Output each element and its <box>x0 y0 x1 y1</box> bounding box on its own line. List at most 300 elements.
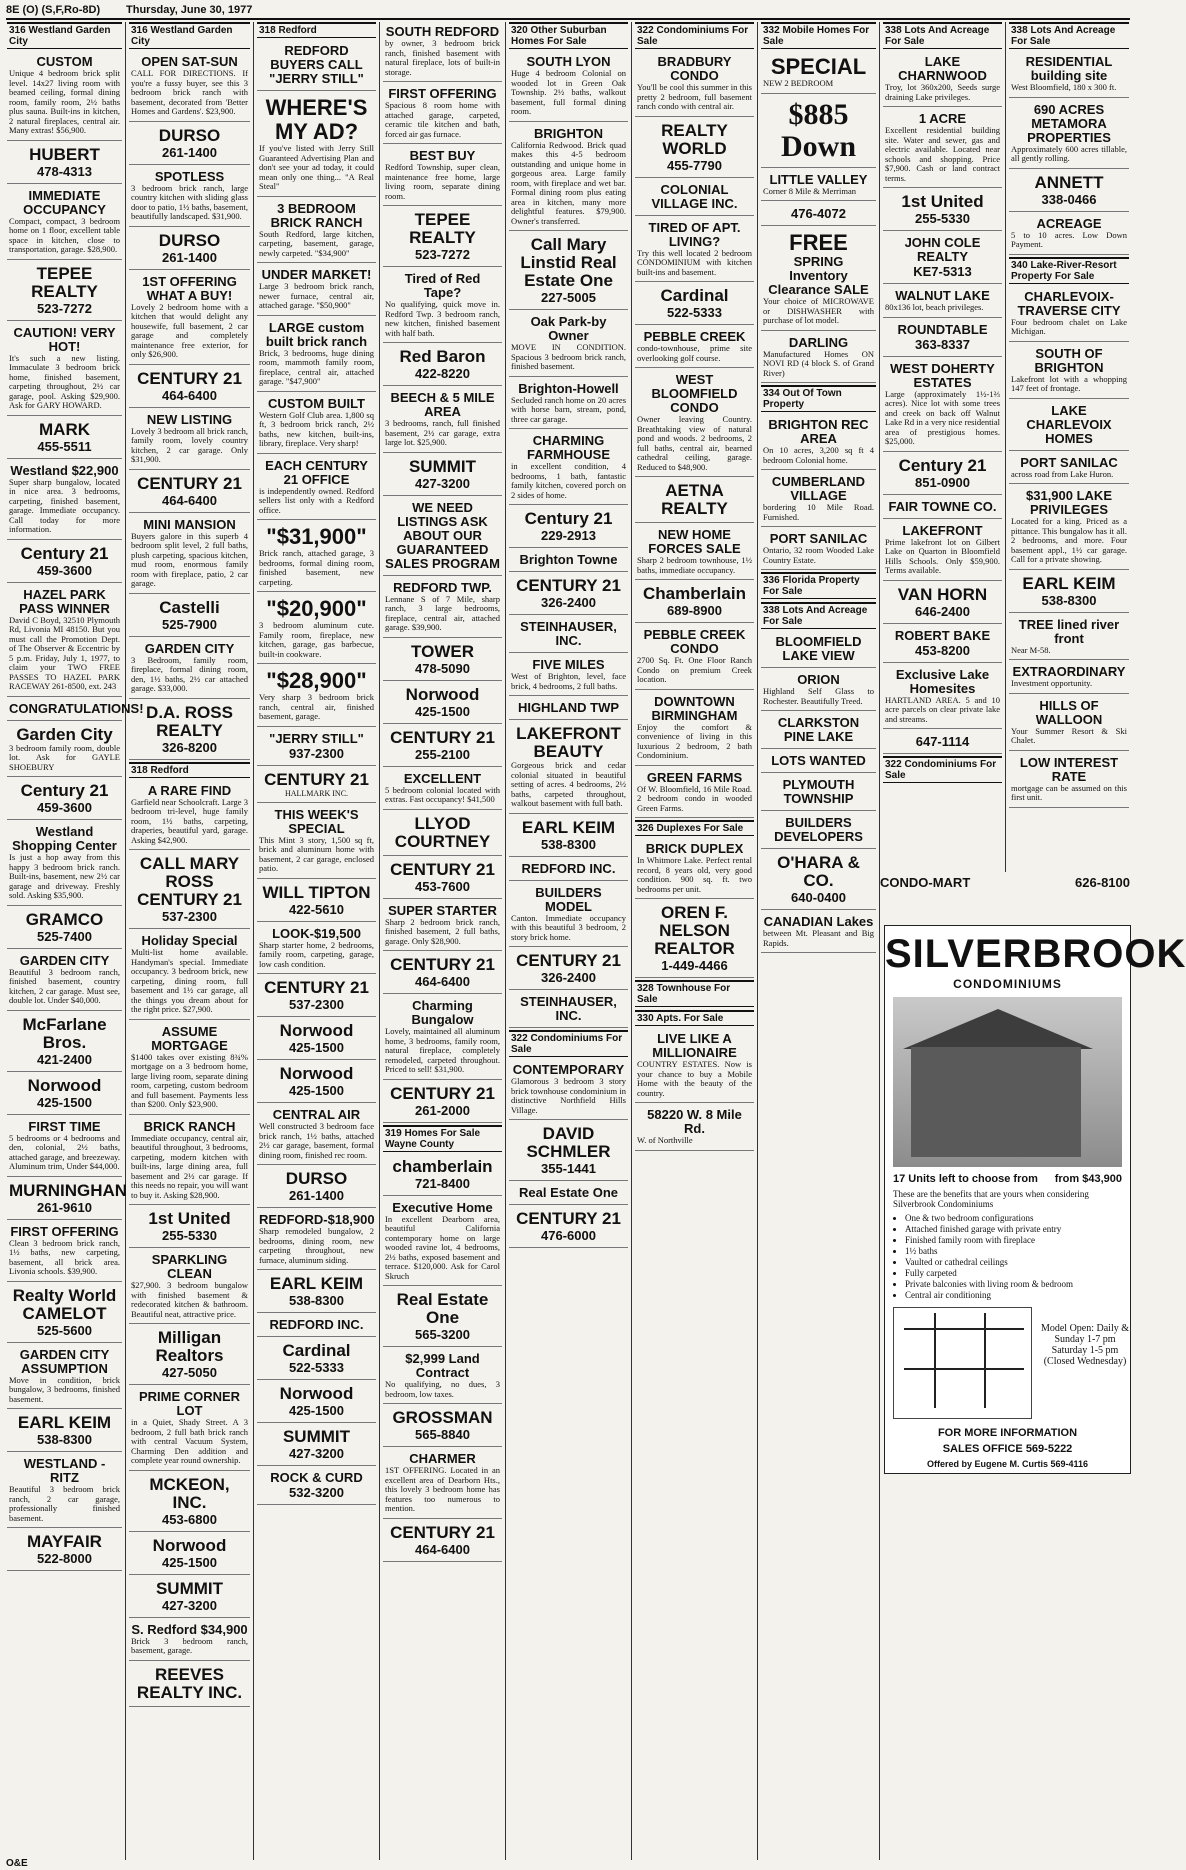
ad-body: This Mint 3 story, 1,500 sq ft, brick and aluminum home with basement, 2 car garage, enclosed patio. <box>259 834 374 873</box>
classified-ad <box>635 582 754 623</box>
ad-broker-name: MARK <box>39 419 90 439</box>
classified-ad <box>129 596 250 637</box>
section-heading: 338 Lots And Acreage For Sale <box>761 602 876 629</box>
ad-broker-name: Norwood <box>279 1064 354 1083</box>
ad-broker-name: EARL KEIM <box>521 817 616 837</box>
ad-broker-name: EARL KEIM <box>17 1413 112 1432</box>
classified-ad <box>257 1315 376 1337</box>
section-heading: 338 Lots And Acreage For Sale <box>883 22 1002 49</box>
ad-body: Very sharp 3 bedroom brick ranch, central air, finished basement, garage. <box>259 692 374 721</box>
ad-broker-name: O'HARA & CO. <box>777 853 860 890</box>
ad-broker-name: CENTURY 21 <box>264 978 369 997</box>
classified-ad <box>383 1449 502 1519</box>
classified-ad <box>509 883 628 948</box>
classified-ad <box>383 1521 502 1562</box>
ad-phone: 522-8000 <box>37 1551 92 1566</box>
classified-ad <box>7 186 122 260</box>
ad-broker-name: CENTURY 21 <box>390 1083 495 1103</box>
classified-ad <box>7 1179 128 1220</box>
classified-ad <box>761 228 876 331</box>
ad-headline: CHARMER <box>409 1451 476 1466</box>
ad-broker-name: Norwood <box>279 1021 354 1040</box>
ad-broker-name: Cardinal <box>660 286 729 305</box>
classified-ad <box>761 751 876 773</box>
ad-phone: 647-1114 <box>915 734 970 749</box>
ad-phone: 425-1500 <box>289 1083 344 1098</box>
classified-ad <box>1009 344 1129 399</box>
classified-ad <box>635 692 754 766</box>
ad-headline: CAUTION! VERY HOT! <box>13 324 116 354</box>
classified-ad <box>509 655 628 696</box>
ad-headline: SOUTH LYON <box>526 54 611 69</box>
classified-ad <box>257 1210 376 1270</box>
column-4 <box>380 22 506 1860</box>
ad-phone: 425-1500 <box>37 1094 92 1110</box>
ad-body: Brick, 3 bedrooms, huge dining room, mammoth family room, fireplace, central air, attached garage. "$47,900" <box>259 347 374 386</box>
ad-broker-name: Century 21 <box>20 781 109 800</box>
ad-phone: 425-1500 <box>289 1403 344 1418</box>
ad-broker-name: GROSSMAN <box>392 1408 493 1427</box>
classified-ad <box>509 949 628 990</box>
classified-ad <box>7 323 122 416</box>
ad-headline: Charming Bungalow <box>411 998 474 1027</box>
classified-ad <box>7 951 122 1011</box>
ad-headline: COLONIAL VILLAGE INC. <box>651 181 738 211</box>
ad-body: 5 bedroom colonial located with extras. Fast occupancy! $41,500 <box>385 784 500 804</box>
classified-ad <box>883 665 1002 730</box>
silverbrook-subtitle: CONDOMINIUMS <box>953 977 1062 991</box>
ad-broker-name: TOWER <box>411 641 474 661</box>
ad-headline: BUILDERS MODEL <box>535 884 602 914</box>
ad-headline: WEST BLOOMFIELD CONDO <box>651 372 738 415</box>
classified-ad <box>883 497 1002 519</box>
ad-body: David C Boyd, 32510 Plymouth Rd, Livonia MI 48150. But you must call the Promotion Dept. of The Observer & Eccentric by 5 p.m. Friday, July 1, 1977, to claim your TWO FREE PASSES TO HAZEL PARK RACEWAY 261-8500, ext. 243 <box>9 614 120 691</box>
column-1 <box>4 22 144 1860</box>
ad-headline: CUMBERLAND VILLAGE <box>771 474 866 503</box>
ad-broker-name: D.A. ROSS REALTY <box>146 702 233 740</box>
ad-headline: DARLING <box>788 334 849 350</box>
ad-headline: HAZEL PARK PASS WINNER <box>19 586 110 616</box>
classified-ad <box>257 93 376 197</box>
benefit-item: • Private balconies with living room & bedroom <box>905 1279 1122 1290</box>
classified-ad <box>761 713 876 749</box>
ad-broker-name: REEVES REALTY INC. <box>136 1664 243 1702</box>
classified-ad <box>129 167 250 227</box>
ad-headline: 58220 W. 8 Mile Rd. <box>647 1107 742 1136</box>
ad-headline: IMMEDIATE OCCUPANCY <box>23 187 106 217</box>
classified-ad <box>635 625 754 690</box>
ad-body: Investment opportunity. <box>1011 678 1093 688</box>
classified-ad <box>257 522 376 592</box>
ad-phone: 261-1400 <box>162 144 217 160</box>
classified-ad <box>257 1019 376 1060</box>
ad-body: Buyers galore in this superb 4 bedroom split level, 2 full baths, plush carpeting, spacious kitchen, mud room, enormous family room with fireplace, patio, 2 car garage. <box>131 530 248 588</box>
classified-ad <box>257 805 376 879</box>
ad-body: Troy, lot 360x200, Seeds surge draining Lake privileges. <box>885 82 1000 102</box>
ad-body: Unique 4 bedroom brick split level. 14x27 living room with beamed ceiling, formal dining room, family room, 2½ baths plus sauna. Built-ins in kitchen, 2 natural fireplaces, central air. Many extras! $56,900. <box>9 68 120 135</box>
classified-ad <box>883 286 1002 318</box>
secondary-phone: 569-4116 <box>1050 1459 1089 1469</box>
ad-broker-name: CENTURY 21 <box>390 859 495 879</box>
classified-ad <box>383 498 502 576</box>
classified-ad <box>383 769 502 810</box>
ad-broker-name: SUMMIT <box>408 456 477 476</box>
ad-headline: Executive Home <box>392 1199 493 1215</box>
ad-phone: 565-8840 <box>415 1427 470 1442</box>
column-9 <box>1006 22 1132 872</box>
ad-broker-name: MAYFAIR <box>27 1532 102 1551</box>
classified-ad <box>257 1339 376 1380</box>
classified-ad <box>129 1534 250 1575</box>
ad-headline: Westland $22,900 <box>10 462 119 478</box>
ad-headline: 1 ACRE <box>918 111 967 126</box>
classified-ad <box>383 812 502 856</box>
ad-broker-name: Norwood <box>279 1384 354 1403</box>
classified-ad <box>7 1117 122 1177</box>
ad-phone: 326-2400 <box>541 595 596 610</box>
ad-headline: Westland Shopping Center <box>12 824 117 853</box>
ad-body: West of Brighton, level, face brick, 4 bedrooms, 2 full baths. <box>511 671 626 691</box>
ad-phone: 538-8300 <box>1041 592 1097 608</box>
classified-ad <box>129 1022 250 1115</box>
ad-phone: 455-7790 <box>667 157 722 173</box>
classified-ad <box>257 1167 376 1208</box>
ad-body: $1400 takes over existing 8¾% mortgage on a 3 bedroom home, large living room, separate dining room, carpeting, custom bedroom and full basement. Payments less than $200. Only $23,900. <box>131 1051 248 1109</box>
classified-ad <box>1009 100 1129 169</box>
ad-phone: 476-6000 <box>541 1228 596 1243</box>
ad-body: Excellent residential building site. Water and sewer, gas and electric available. Located near schools and shopping. Price $7,900. Cash or land contract terms. <box>885 125 1000 183</box>
ad-headline: EXCELLENT <box>403 770 482 786</box>
ad-phone: 721-8400 <box>415 1175 470 1191</box>
ad-body: 1ST OFFERING. Located in an excellent area of Dearborn Hts., this lovely 3 bedroom home has features too numerous to mention. <box>385 1465 500 1513</box>
classified-ad <box>7 1454 122 1528</box>
classified-ad <box>257 1062 376 1103</box>
ad-body: in excellent condition, 4 bedrooms, 1 bath, fantastic family kitchen, covered porch on 2 sides of home. <box>511 461 626 500</box>
classified-ad <box>257 729 376 766</box>
classified-ad <box>129 1326 250 1385</box>
ad-headline: WESTLAND - RITZ <box>23 1456 106 1485</box>
ad-headline: SOUTH REDFORD <box>385 24 500 39</box>
classified-ad <box>883 320 1002 357</box>
ad-phone: 453-6800 <box>162 1511 217 1527</box>
classified-ad <box>1009 572 1129 613</box>
ad-phone: 326-8200 <box>162 739 217 755</box>
ad-headline: PORT SANILAC <box>1020 454 1118 470</box>
ad-body: is independently owned. Redford sellers list only with a Redford office. <box>259 485 374 515</box>
classified-ad <box>883 109 1002 188</box>
classified-ad <box>509 574 628 615</box>
classified-ad <box>761 52 876 94</box>
ad-broker-name: CENTURY 21 <box>264 769 369 789</box>
classified-ad <box>1009 486 1129 570</box>
ad-headline: BEST BUY <box>409 148 476 163</box>
silverbrook-logo: SILVERBROOK <box>885 932 1186 976</box>
ad-body: Prime lakefront lot on Gilbert Lake on Quarton in Bloomfield Hills Schools. Only $59,900. Terms available. <box>885 536 1000 575</box>
ad-headline: Tired of Red Tape? <box>404 271 481 300</box>
classified-ad <box>257 394 376 454</box>
ad-headline: FIRST OFFERING <box>388 86 497 101</box>
ad-big-headline: "$20,900" <box>266 596 367 621</box>
ad-body: Move in condition, brick bungalow, 3 bedrooms, finished basement. <box>9 1374 120 1404</box>
ad-body: Beautiful 3 bedroom ranch, finished basement, country kitchen, 2 car garage. Must see, double lot. Under $40,000. <box>9 966 120 1005</box>
ad-phone: 538-8300 <box>37 1432 92 1447</box>
ad-body: No qualifying, quick move in. Redford Twp. 3 bedroom ranch, new kitchen, finished basement with half bath. <box>385 299 500 338</box>
ad-headline: GARDEN CITY ASSUMPTION <box>19 1346 110 1376</box>
classified-ad <box>257 1105 376 1165</box>
section-label: 8E (O) (S,F,Ro-8D) <box>6 4 101 16</box>
ad-broker-name: Call Mary Linstid Real Estate One <box>520 235 617 290</box>
ad-phone: 425-1500 <box>289 1040 344 1055</box>
ad-big-headline: "$28,900" <box>266 668 367 693</box>
ad-body: in a Quiet, Shady Street. A 3 bedroom, 2 full bath brick ranch with central Vacuum System, Charming Den addition and complete year round ownership. <box>131 1417 248 1465</box>
classified-ad <box>383 996 502 1080</box>
location-map <box>893 1307 1032 1419</box>
classified-ad <box>129 272 250 365</box>
silverbrook-ad <box>884 925 1186 1474</box>
ad-headline: LITTLE VALLEY <box>769 171 868 187</box>
ad-headline: CHARLEVOIX-TRAVERSE CITY <box>1017 288 1121 318</box>
ad-headline: WE NEED LISTINGS ASK ABOUT OUR GUARANTEED SALES PROGRAM <box>385 499 500 571</box>
ad-body: Sharp 2 bedroom brick ranch, finished basement, 2 full baths, garage. Only $28,900. <box>385 916 500 946</box>
ad-headline: PEBBLE CREEK <box>643 329 746 344</box>
classified-ad <box>1009 52 1129 98</box>
classified-ad <box>1009 401 1129 451</box>
ad-body: by owner, 3 bedroom brick ranch, finished basement with natural fireplace, lots of built-in storage. <box>385 38 500 77</box>
ad-headline: JOHN COLE REALTY <box>904 235 981 264</box>
map-road <box>904 1328 1024 1330</box>
classified-ad <box>383 858 502 899</box>
classified-ad <box>635 1029 754 1103</box>
ad-phone: 522-5333 <box>289 1360 344 1375</box>
classified-ad <box>1009 753 1129 808</box>
ad-phone: 464-6400 <box>415 974 470 989</box>
ad-phone: 422-5610 <box>289 901 344 917</box>
ad-headline: BRADBURY CONDO <box>657 54 732 83</box>
ad-phone: 355-1441 <box>541 1161 596 1176</box>
classified-ad <box>761 670 876 711</box>
section-heading: 322 Condominiums For Sale <box>883 756 1002 783</box>
classified-ad <box>7 418 122 459</box>
ad-phone: 455-5511 <box>37 438 92 454</box>
ad-phone: 522-5333 <box>667 305 722 320</box>
classified-ad <box>883 454 1002 495</box>
section-heading: 316 Westland Garden City <box>7 22 122 49</box>
classified-ad <box>1009 615 1129 661</box>
ad-headline: ROUNDTABLE <box>897 321 988 337</box>
ad-body: In excellent Dearborn area, beautiful California contemporary home on large wooded ravine lot, 4 bedrooms, 2½ baths, exposed basement and terrace. $120,000. Ask for Carol Skruch <box>385 1213 500 1281</box>
model-open: Model Open: Daily & Sunday 1-7 pm Saturday 1-5 pm (Closed Wednesday) <box>1040 1323 1130 1367</box>
ad-phone: 425-1500 <box>415 703 470 719</box>
classified-ad <box>509 431 628 505</box>
ad-headline: Oak Park-by Owner <box>530 314 607 343</box>
building-photo <box>893 997 1122 1167</box>
ad-broker-name: CENTURY 21 <box>137 473 242 493</box>
ad-phone: 261-2000 <box>415 1102 470 1118</box>
classified-ad <box>761 632 876 668</box>
ad-headline: UNDER MARKET! <box>261 267 372 282</box>
ad-headline: EXTRAORDINARY <box>1012 664 1126 679</box>
classified-ad <box>383 640 502 681</box>
column-6 <box>632 22 758 1860</box>
classified-ad <box>7 723 122 778</box>
classified-ad <box>383 901 502 952</box>
ad-body: condo-townhouse, prime site overlooking golf course. <box>637 343 752 363</box>
section-heading: 334 Out Of Town Property <box>761 385 876 412</box>
price-from: from $43,900 <box>1054 1173 1122 1185</box>
classified-ad <box>383 1406 502 1447</box>
ad-broker-name: DURSO <box>158 230 221 250</box>
ad-headline: Brighton Towne <box>519 552 618 567</box>
ad-phone: 464-6400 <box>162 387 217 403</box>
ad-phone: 427-5050 <box>162 1365 217 1380</box>
classified-ad <box>635 479 754 523</box>
classified-ad <box>509 312 628 377</box>
ad-phone: 532-3200 <box>289 1485 344 1500</box>
ad-broker-name: EARL KEIM <box>1022 573 1116 593</box>
ad-body: Compact, compact, 3 bedroom home on 1 floor, excellent table space in kitchen, close to transportation, garage. $28,900. <box>9 215 120 254</box>
ad-broker-name: Cardinal <box>282 1341 351 1360</box>
condo-mart-phone: 626-8100 <box>1075 875 1130 890</box>
ad-broker-name: TEPEE REALTY <box>409 210 476 247</box>
classified-ad <box>257 1272 376 1313</box>
ad-broker-name: Norwood <box>27 1075 102 1095</box>
ad-body: In Whitmore Lake. Perfect rental record, 8 years old, very good condition. 900 sq. ft. two bedrooms per unit. <box>637 855 752 894</box>
section-heading: 340 Lake-River-Resort Property For Sale <box>1009 257 1129 284</box>
ad-headline: ORION <box>797 672 840 687</box>
ad-body: Of W. Bloomfield, 16 Mile Road. 2 bedroom condo in wooded Green Farms. <box>637 783 752 813</box>
ad-headline: Brighton-Howell <box>518 380 619 396</box>
ad-broker-name: HUBERT <box>29 144 100 164</box>
info-label: FOR MORE INFORMATION <box>937 1427 1078 1439</box>
ad-body: Garfield near Schoolcraft. Large 3 bedroom tri-level, huge family room, 1½ baths, carpeting, draperies, beautiful yard, garage. Asking $42,900. <box>131 796 248 845</box>
ad-phone: 464-6400 <box>415 1541 470 1557</box>
ad-broker-name: CENTURY 21 <box>137 368 242 388</box>
ad-headline: REDFORD TWP. <box>393 579 492 595</box>
classified-ad <box>761 851 876 910</box>
ad-headline: BLOOMFIELD LAKE VIEW <box>775 634 862 663</box>
classified-ad <box>129 1207 250 1248</box>
classified-ad <box>129 1387 250 1471</box>
ad-broker-name: chamberlain <box>392 1156 493 1176</box>
ad-body: Lovely 2 bedroom home with a kitchen that would delight any housewife, full basement, 2 car garage and completely maintenance free exterior, for only $26,900. <box>131 301 248 359</box>
classified-ad <box>383 84 502 144</box>
ad-phone: 255-5330 <box>162 1228 217 1243</box>
classified-ad <box>509 1183 628 1205</box>
sales-office-phone: 569-5222 <box>1025 1443 1073 1455</box>
section-heading: 316 Westland Garden City <box>129 22 250 49</box>
benefit-item: • Attached finished garage with private entry <box>905 1224 1122 1235</box>
classified-ad <box>509 698 628 720</box>
ad-broker-name: 1st United <box>901 192 984 211</box>
ad-broker-name: McFarlane Bros. <box>22 1014 107 1052</box>
ad-body: 5 bedrooms or 4 bedrooms and den, colonial, 2½ baths, attached garage, and breezeway. Aluminum trim, Under $44,000. <box>9 1132 120 1171</box>
ad-body: Western Golf Club area. 1,800 sq ft, 3 bedroom brick ranch, 2½ baths, new kitchen, built-ins, library, fireplace. Very sharp! <box>259 409 374 448</box>
ad-headline: RESIDENTIAL building site <box>1025 54 1113 83</box>
ad-broker-name: Century 21 <box>20 543 109 563</box>
ad-headline: $2,999 Land Contract <box>405 1351 480 1380</box>
ad-body: South Redford, large kitchen, carpeting, basement, garage, newly carpeted. "$34,900" <box>259 228 374 258</box>
ad-body: Sharp 2 bedroom townhouse, 1½ baths, immediate occupancy. <box>637 555 752 575</box>
classified-ad <box>7 779 122 820</box>
classified-ad <box>383 683 502 724</box>
classified-ad <box>509 379 628 430</box>
ad-broker-name: Real Estate One <box>396 1290 489 1327</box>
ad-body: Huge 4 bedroom Colonial on wooded lot in Green Oak Township. 2½ baths, walkout basement, full formal dining room. <box>511 68 626 116</box>
classified-ad <box>129 1250 250 1324</box>
map-road <box>934 1313 936 1408</box>
ad-headline: STEINHAUSER, INC. <box>520 619 617 648</box>
ad-headline: BRICK DUPLEX <box>645 841 744 856</box>
classified-ad <box>7 52 122 141</box>
ad-headline: LOOK-$19,500 <box>272 925 361 941</box>
ad-broker-name: Chamberlain <box>643 584 746 603</box>
ad-headline: CENTRAL AIR <box>272 1107 361 1122</box>
ad-broker-name: WILL TIPTON <box>262 882 371 902</box>
classified-ad <box>1009 696 1129 751</box>
ad-broker-name: Norwood <box>152 1535 227 1555</box>
classified-ad <box>761 775 876 811</box>
ad-phone: 255-5330 <box>915 211 970 226</box>
classified-ad <box>129 701 250 760</box>
ad-body: Lakefront lot with a whopping 147 feet of frontage. <box>1011 373 1127 393</box>
classified-ad <box>509 1207 628 1248</box>
ad-headline: SUPER STARTER <box>388 902 497 918</box>
classified-ad <box>7 1345 122 1410</box>
section-heading: 330 Apts. For Sale <box>635 1010 754 1026</box>
ad-broker-name: Norwood <box>405 684 480 704</box>
ad-headline: EACH CENTURY 21 OFFICE <box>265 457 368 487</box>
ad-broker-name: LLYOD COURTNEY <box>394 813 491 851</box>
classified-ad <box>257 666 376 727</box>
ad-headline: ROBERT BAKE <box>894 627 991 643</box>
ad-headline: ROCK & CURD <box>270 1470 363 1485</box>
ad-broker-name: CALL MARY ROSS CENTURY 21 <box>137 854 242 909</box>
ad-big-headline: "$31,900" <box>266 524 367 549</box>
ad-headline: A RARE FIND <box>147 782 232 798</box>
classified-ad <box>129 1473 250 1532</box>
ad-broker-name: MURNINGHAN <box>9 1180 128 1200</box>
ad-headline: LOW INTEREST RATE <box>1019 754 1119 784</box>
ad-broker-name: DURSO <box>285 1169 348 1188</box>
classified-ad <box>383 345 502 386</box>
classified-ad <box>383 1198 502 1287</box>
ad-body: 3 bedroom aluminum cute. Family room, fireplace, new kitchen, garage, gas barbecue, built-in cookware. <box>259 620 374 659</box>
classified-ad <box>383 22 502 82</box>
map-road <box>984 1313 986 1408</box>
classified-ad <box>883 233 1002 284</box>
classified-ad <box>635 839 754 899</box>
units-left: 17 Units left <box>893 1173 956 1185</box>
classified-ad <box>883 190 1002 231</box>
ad-headline: HILLS OF WALLOON <box>1035 697 1103 727</box>
ad-body: Highland Self Glass to Rochester. Beautifully Treed. <box>763 686 874 706</box>
classified-ad <box>1009 453 1129 485</box>
benefit-item: • Fully carpeted <box>905 1268 1122 1279</box>
classified-ad <box>383 578 502 638</box>
ad-headline: FIRST TIME <box>28 1118 101 1134</box>
ad-phone: 646-2400 <box>915 603 970 619</box>
ad-body: Try this well located 2 bedroom CONDOMINIUM with kitchen built-ins and basement. <box>637 247 752 277</box>
classified-ad <box>509 507 628 548</box>
ad-phone: 525-7900 <box>162 616 217 632</box>
ad-phone: 427-3200 <box>289 1446 344 1461</box>
ad-phone: 523-7272 <box>415 247 470 262</box>
ad-body: Located for a king. Priced as a pittance. This bungalow has it all. 2 bedrooms, and more. Four basement appl., 1½ car garage. Call for a private showing. <box>1011 516 1127 564</box>
classified-ad <box>257 881 376 922</box>
ad-headline: Real Estate One <box>519 1185 618 1200</box>
classified-ad <box>761 415 876 470</box>
ad-broker-name: ANNETT <box>1034 172 1104 192</box>
